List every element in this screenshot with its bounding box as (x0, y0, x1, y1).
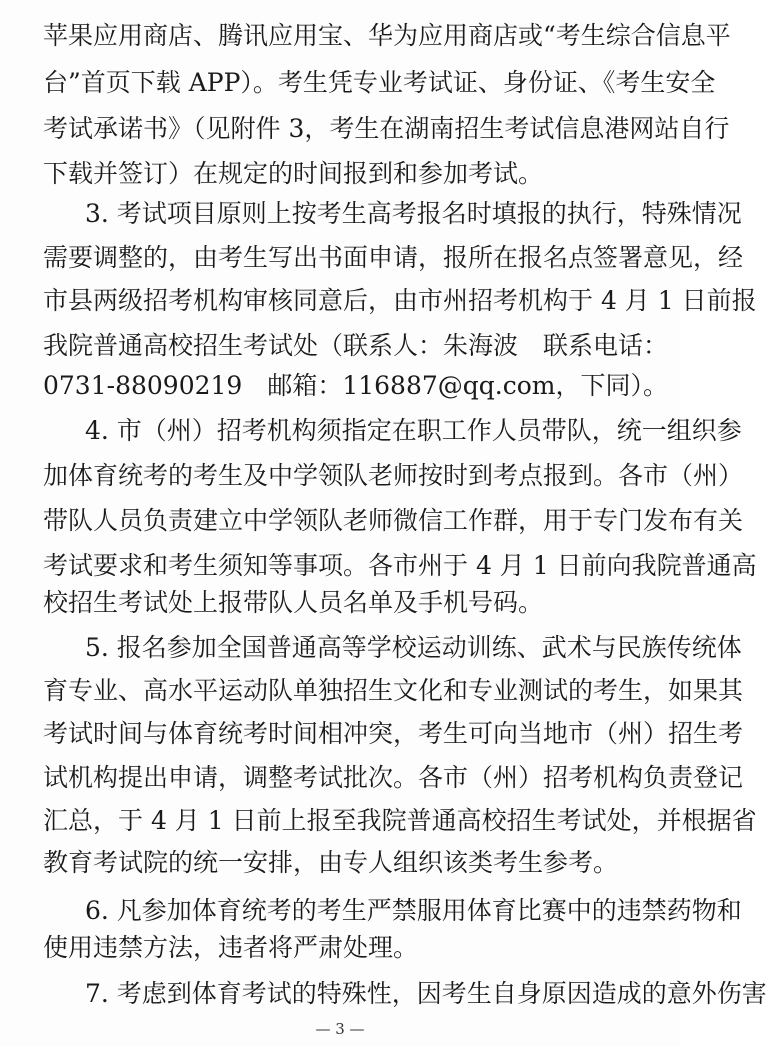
text-line: 考试承诺书》（见附件 3，考生在湖南招生考试信息港网站自行 (43, 114, 730, 143)
text-line: 7. 考虑到体育考试的特殊性，因考生自身原因造成的意外伤害 (85, 979, 767, 1008)
text-line: 市县两级招考机构审核同意后，由市州招考机构于 4 月 1 日前报 (43, 286, 757, 315)
text-line: 教育考试院的统一安排，由专人组织该类考生参考。 (43, 848, 619, 877)
text-line: 3. 考试项目原则上按考生高考报名时填报的执行，特殊情况 (85, 199, 742, 228)
text-line: 考试要求和考生须知等事项。各市州于 4 月 1 日前向我院普通高 (43, 551, 757, 580)
text-line: 校招生考试处上报带队人员名单及手机号码。 (43, 588, 544, 617)
text-line: 汇总，于 4 月 1 日前上报至我院普通高校招生考试处，并根据省 (43, 806, 757, 835)
text-line: 需要调整的，由考生写出书面申请，报所在报名点签署意见，经 (43, 243, 744, 272)
text-line: 试机构提出申请，调整考试批次。各市（州）招考机构负责登记 (43, 763, 744, 792)
text-line: 苹果应用商店、腾讯应用宝、华为应用商店或“考生综合信息平 (43, 21, 731, 50)
text-line: 育专业、高水平运动队单独招生文化和专业测试的考生，如果其 (43, 676, 744, 705)
text-line: 0731-88090219 邮箱：116887@qq.com，下同）。 (43, 371, 668, 400)
page-number: — 3 — (315, 1020, 365, 1038)
text-line: 台”首页下载 APP）。考生凭专业考试证、身份证、《考生安全 (43, 68, 716, 97)
text-line: 下载并签订）在规定的时间报到和参加考试。 (43, 159, 544, 188)
text-line: 加体育统考的考生及中学领队老师按时到考点报到。各市（州） (43, 461, 744, 490)
text-line: 我院普通高校招生考试处（联系人：朱海波 联系电话： (43, 331, 669, 360)
text-line: 6. 凡参加体育统考的考生严禁服用体育比赛中的违禁药物和 (85, 896, 742, 925)
text-line: 4. 市（州）招考机构须指定在职工作人员带队，统一组织参 (85, 416, 742, 445)
text-line: 带队人员负责建立中学领队老师微信工作群，用于专门发布有关 (43, 506, 744, 535)
text-line: 考试时间与体育统考时间相冲突，考生可向当地市（州）招生考 (43, 719, 744, 748)
text-line: 使用违禁方法，违者将严肃处理。 (43, 933, 419, 962)
text-line: 5. 报名参加全国普通高等学校运动训练、武术与民族传统体 (85, 633, 742, 662)
